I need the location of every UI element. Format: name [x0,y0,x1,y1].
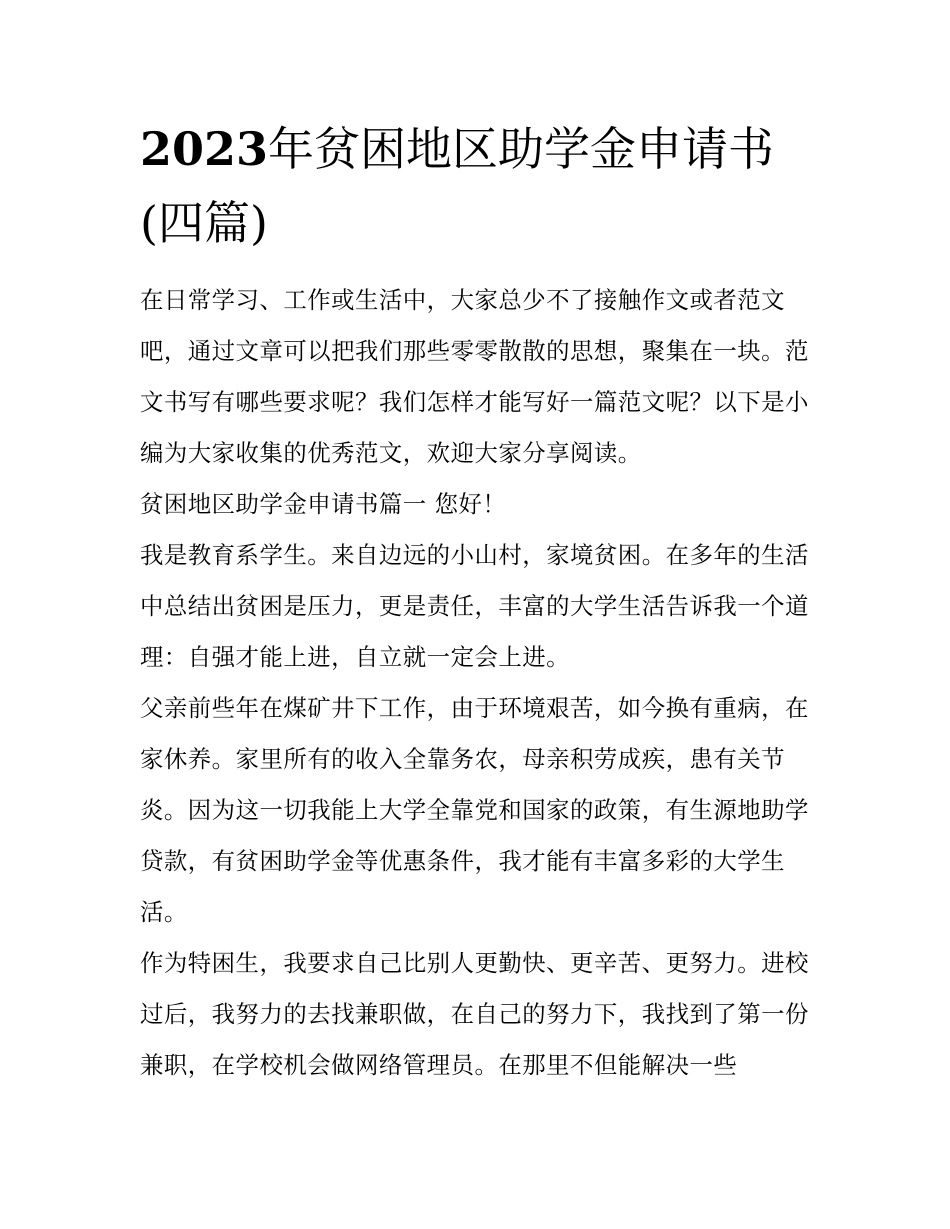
document-body [140,275,820,1091]
paragraph-intro: 在日常学习、工作或生活中，大家总少不了接触作文或者范文吧，通过文章可以把我们那些零零散散的思想，聚集在一块。范文书写有哪些要求呢？我们怎样才能写好一篇范文呢？以下是小编为大家收集的优秀范文，欢迎大家分享阅读。 [140,286,809,467]
paragraph-family: 父亲前些年在煤矿井下工作，由于环境艰苦，如今换有重病，在家休养。家里所有的收入全靠务农，母亲积劳成疾，患有关节炎。因为这一切我能上大学全靠党和国家的政策，有生源地助学贷款，有贫困助学金等优惠条件，我才能有丰富多彩的大学生活。 [140,694,809,926]
document-title [140,112,820,260]
paragraph-effort: 作为特困生，我要求自己比别人更勤快、更辛苦、更努力。进校过后，我努力的去找兼职做，在自己的努力下，我找到了第一份兼职，在学校机会做网络管理员。在那里不但能解决一些 [140,949,809,1079]
title-text: 年贫困地区助学金申请书(四篇) [140,122,775,250]
paragraph-greeting: 贫困地区助学金申请书篇一 您好！ [140,490,507,518]
title-year: 2023 [140,122,269,176]
paragraph-background: 我是教育系学生。来自边远的小山村，家境贫困。在多年的生活中总结出贫困是压力，更是责任，丰富的大学生活告诉我一个道理：自强才能上进，自立就一定会上进。 [140,541,809,671]
